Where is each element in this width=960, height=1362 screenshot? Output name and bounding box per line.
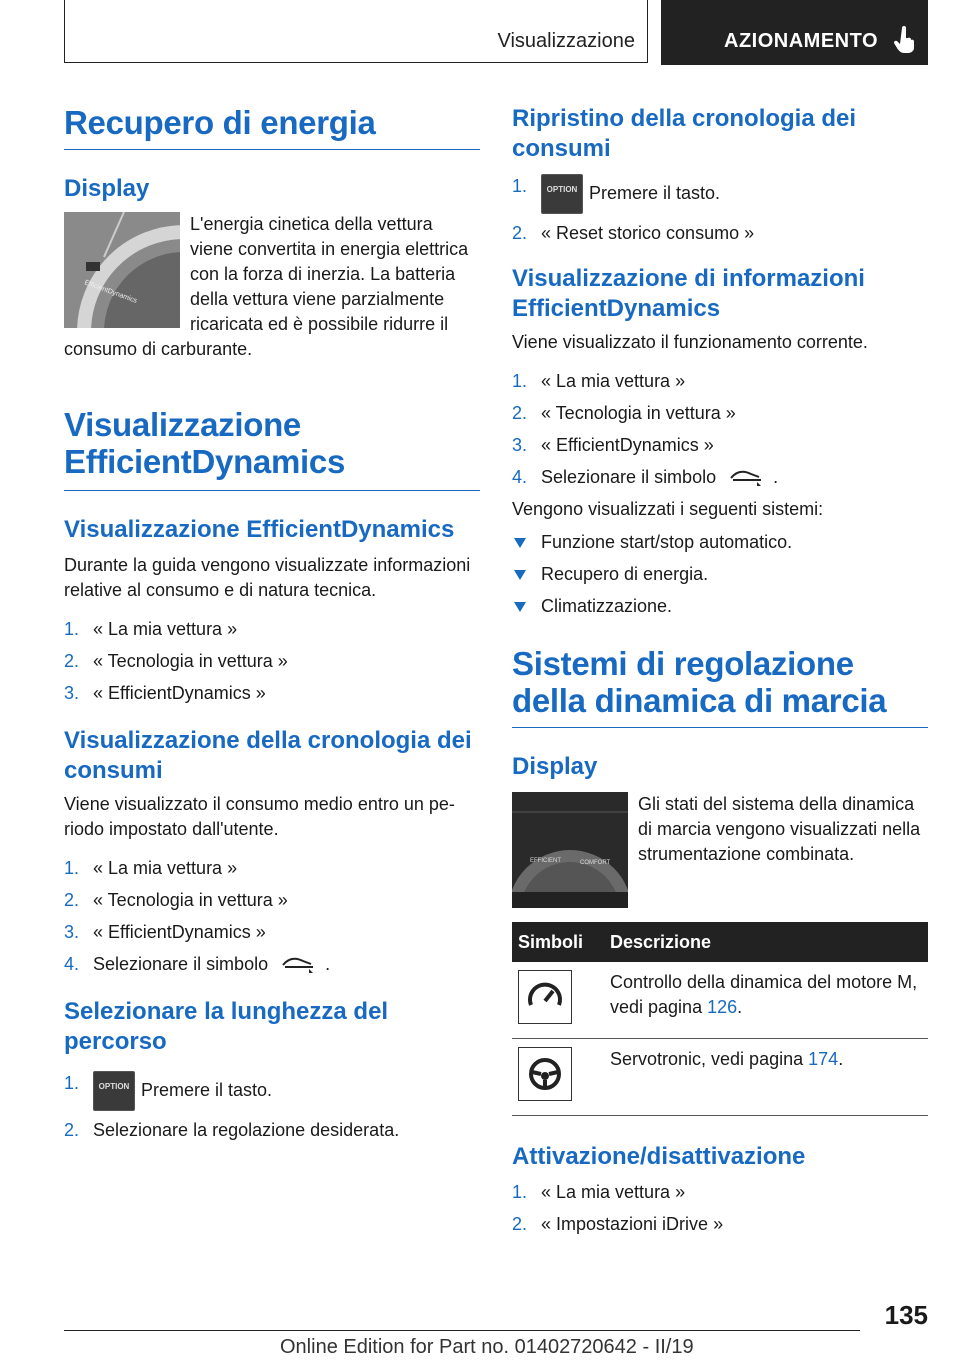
section-title-sistemi: Sistemi di regolazione della dinamica di marcia bbox=[512, 645, 887, 719]
subtitle-attivazione: Attivazione/disattivazione bbox=[512, 1143, 806, 1170]
engine-dynamics-icon bbox=[518, 970, 572, 1024]
attivazione-steps bbox=[512, 1180, 928, 1237]
hand-pointer-icon bbox=[894, 26, 916, 54]
list-item: 2. « Reset storico consumo » bbox=[512, 223, 755, 243]
page-link-174[interactable]: 174 bbox=[808, 1049, 839, 1069]
driving-dynamics-image bbox=[512, 792, 628, 908]
header-chapter: AZIONAMENTO bbox=[724, 30, 879, 52]
subtitle-percorso: Selezionare la lunghezza del percorso bbox=[64, 998, 389, 1055]
ripristino-steps bbox=[512, 174, 928, 246]
subtitle-display-sistemi: Display bbox=[512, 753, 598, 780]
info-steps bbox=[512, 369, 928, 490]
subtitle-ripristino: Ripristino della cronologia dei consumi bbox=[512, 105, 857, 162]
header-chapter-box bbox=[661, 0, 928, 65]
symbols-table bbox=[512, 922, 928, 1116]
table-header-simboli: Simboli bbox=[512, 922, 604, 962]
efficientdynamics-image-label: EfficientDynamics bbox=[83, 279, 138, 305]
header-section: Visualizzazione bbox=[497, 30, 635, 52]
section-title-visualizzazione: Visualizzazione EfficientDynamics bbox=[64, 406, 345, 480]
car-efficiency-icon bbox=[279, 955, 319, 975]
page-header bbox=[64, 0, 928, 65]
list-item: 4. Selezionare il simbolo . bbox=[512, 467, 779, 487]
subtitle-cronologia: Visualizzazione della cronologia dei consumi bbox=[64, 727, 472, 784]
footer-edition: Online Edition for Part no. 01402720642 - II/19 bbox=[280, 1336, 694, 1358]
subtitle-info: Visualizzazione di informazioni EfficientDynamics bbox=[512, 265, 865, 322]
subtitle-display: Display bbox=[64, 175, 150, 202]
table-header-descrizione: Descrizione bbox=[604, 922, 928, 962]
energy-gauge-image bbox=[64, 212, 180, 328]
steering-wheel-icon bbox=[518, 1047, 572, 1101]
list-item: Recupero di energia. bbox=[512, 562, 928, 587]
list-item: 4. Selezionare il simbolo . bbox=[64, 954, 331, 974]
list-item: 1. « La mia vettura » bbox=[64, 619, 238, 639]
vis-steps bbox=[64, 617, 480, 706]
info-text2: Vengono visualizzati i seguenti sistemi: bbox=[512, 499, 824, 519]
subtitle-vis-efficientdynamics: Visualizzazione EfficientDynamics bbox=[64, 516, 455, 543]
list-item: 3. « EfficientDynamics » bbox=[512, 435, 714, 455]
list-item: 1. OPTION Premere il tasto. bbox=[512, 174, 928, 214]
list-item: 2. « Impostazioni iDrive » bbox=[512, 1214, 724, 1234]
percorso-steps bbox=[64, 1071, 480, 1143]
sistemi-text: Gli stati del sistema della dinamica di marcia vengono visualizzati nella strumentazione combinata. bbox=[638, 794, 921, 864]
option-button-icon: OPTION bbox=[541, 174, 583, 214]
cronologia-steps bbox=[64, 856, 480, 977]
list-item: 1. « La mia vettura » bbox=[64, 858, 238, 878]
list-item: 1. « La mia vettura » bbox=[512, 371, 686, 391]
vis-text: Durante la guida vengono visualizzate informazioni relative al consumo e di natura tecnica. bbox=[64, 555, 471, 600]
list-item: 3. « EfficientDynamics » bbox=[64, 922, 266, 942]
cronologia-text: Viene visualizzato il consumo medio entro un periodo impostato dall'utente. bbox=[64, 794, 455, 839]
right-column bbox=[512, 100, 928, 1244]
page-number: 135 bbox=[884, 1300, 928, 1330]
table-row: Servotronic, vedi pagina 174. bbox=[512, 1039, 928, 1116]
efficient-image-label: EFFICIENT bbox=[530, 858, 561, 864]
list-item: 2. « Tecnologia in vettura » bbox=[64, 890, 288, 910]
info-text: Viene visualizzato il funzionamento corrente. bbox=[512, 332, 868, 352]
list-item: Funzione start/stop automatico. bbox=[512, 530, 928, 555]
list-item: 2. « Tecnologia in vettura » bbox=[512, 403, 736, 423]
car-efficiency-icon bbox=[727, 468, 767, 488]
list-item: 3. « EfficientDynamics » bbox=[64, 683, 266, 703]
list-item: 1. OPTION Premere il tasto. bbox=[64, 1071, 480, 1111]
option-button-icon: OPTION bbox=[93, 1071, 135, 1111]
info-bullets bbox=[512, 530, 928, 619]
recupero-text: L'energia cinetica della vettura viene convertita in energia elettrica con la forza di inerzia. La batteria della vettura viene parzialmente ricaricata ed è possibile ridurre il consumo di carburante. bbox=[64, 214, 469, 359]
footer-divider bbox=[64, 1330, 860, 1331]
header-section-box bbox=[64, 0, 648, 63]
left-column bbox=[64, 100, 480, 1150]
comfort-image-label: COMFORT bbox=[580, 860, 611, 866]
list-item: 2. « Tecnologia in vettura » bbox=[64, 651, 288, 671]
section-title-recupero: Recupero di energia bbox=[64, 104, 376, 141]
page-link-126[interactable]: 126 bbox=[707, 997, 738, 1017]
list-item: 1. « La mia vettura » bbox=[512, 1182, 686, 1202]
table-row: Controllo della dinamica del motore M, vedi pagina 126. bbox=[512, 962, 928, 1039]
list-item: 2. Selezionare la regolazione desiderata. bbox=[64, 1120, 400, 1140]
list-item: Climatizzazione. bbox=[512, 594, 928, 619]
